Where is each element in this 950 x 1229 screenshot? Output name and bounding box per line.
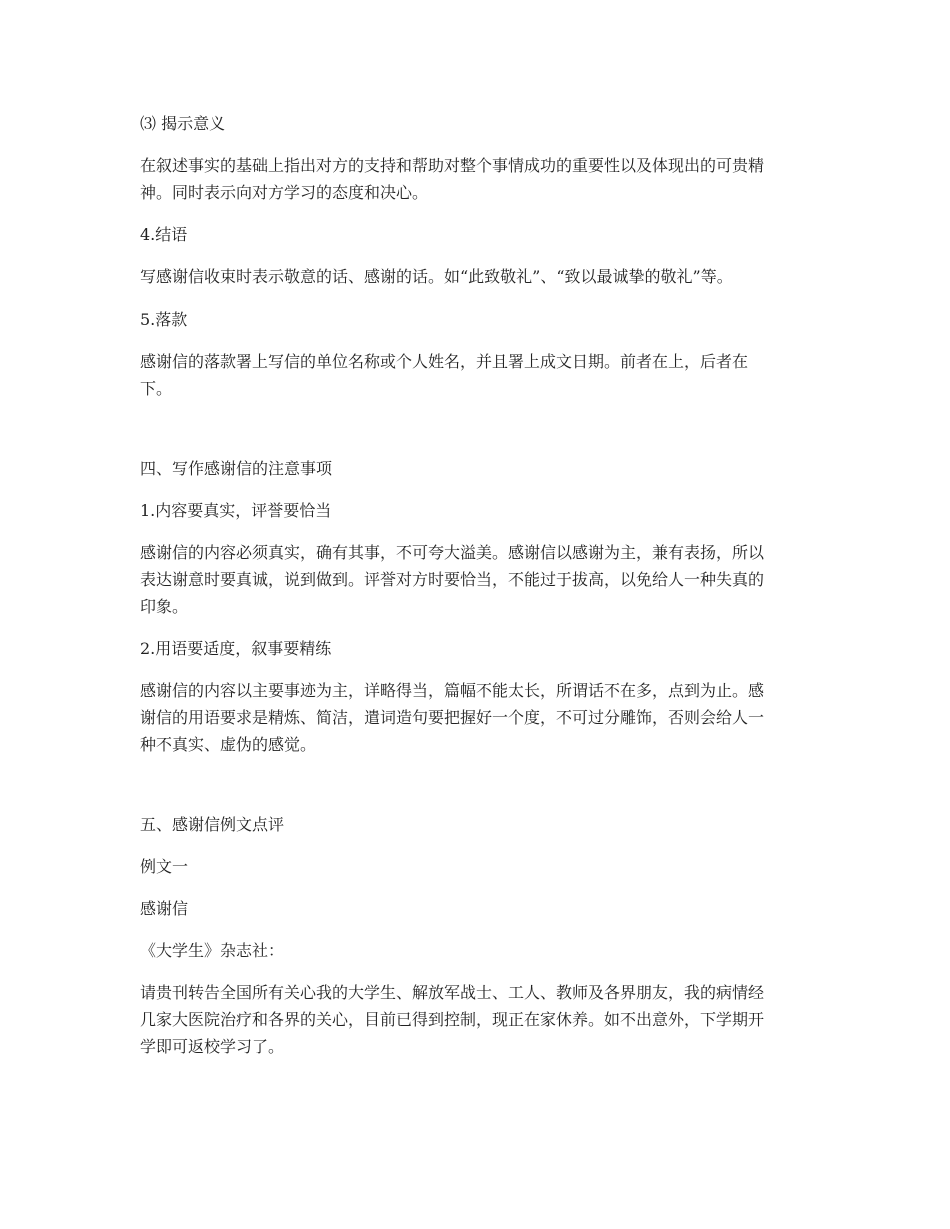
paragraph-line: 感谢信的内容以主要事迹为主，详略得当，篇幅不能太长，所谓话不在多，点到为止。感 — [140, 681, 765, 700]
section-heading-notes: 四、写作感谢信的注意事项 — [140, 459, 333, 478]
section-heading-examples: 五、感谢信例文点评 — [140, 815, 285, 834]
paragraph-line: 印象。 — [140, 597, 189, 616]
heading-closing: 4.结语 — [140, 225, 188, 244]
paragraph-line: 谢信的用语要求是精炼、简洁，遣词造句要把握好一个度，不可过分雕饰，否则会给人一 — [140, 708, 765, 727]
example-label: 例文一 — [140, 857, 189, 876]
paragraph-line: 请贵刊转告全国所有关心我的大学生、解放军战士、工人、教师及各界朋友，我的病情经 — [140, 983, 765, 1002]
heading-language-moderate: 2.用语要适度，叙事要精练 — [140, 639, 332, 658]
paragraph-line: 在叙述事实的基础上指出对方的支持和帮助对整个事情成功的重要性以及体现出的可贵精 — [140, 156, 765, 175]
heading-signature: 5.落款 — [140, 310, 188, 329]
paragraph-line: 神。同时表示向对方学习的态度和决心。 — [140, 183, 429, 202]
heading-reveal-meaning: ⑶ 揭示意义 — [140, 114, 226, 133]
letter-salutation: 《大学生》杂志社： — [140, 941, 285, 960]
paragraph-line: 感谢信的内容必须真实，确有其事，不可夸大溢美。感谢信以感谢为主，兼有表扬，所以 — [140, 543, 765, 562]
paragraph-line: 表达谢意时要真诚，说到做到。评誉对方时要恰当，不能过于拔高，以免给人一种失真的 — [140, 570, 765, 589]
paragraph-line: 学即可返校学习了。 — [140, 1037, 285, 1056]
paragraph-line: 写感谢信收束时表示敬意的话、感谢的话。如“此致敬礼”、“致以最诚挚的敬礼”等。 — [140, 267, 733, 286]
paragraph-line: 几家大医院治疗和各界的关心，目前已得到控制，现正在家休养。如不出意外，下学期开 — [140, 1010, 765, 1029]
paragraph-line: 感谢信的落款署上写信的单位名称或个人姓名，并且署上成文日期。前者在上，后者在 — [140, 352, 749, 371]
paragraph-line: 下。 — [140, 379, 173, 398]
paragraph-line: 种不真实、虚伪的感觉。 — [140, 735, 317, 754]
letter-title: 感谢信 — [140, 899, 189, 918]
heading-content-true: 1.内容要真实，评誉要恰当 — [140, 501, 332, 520]
